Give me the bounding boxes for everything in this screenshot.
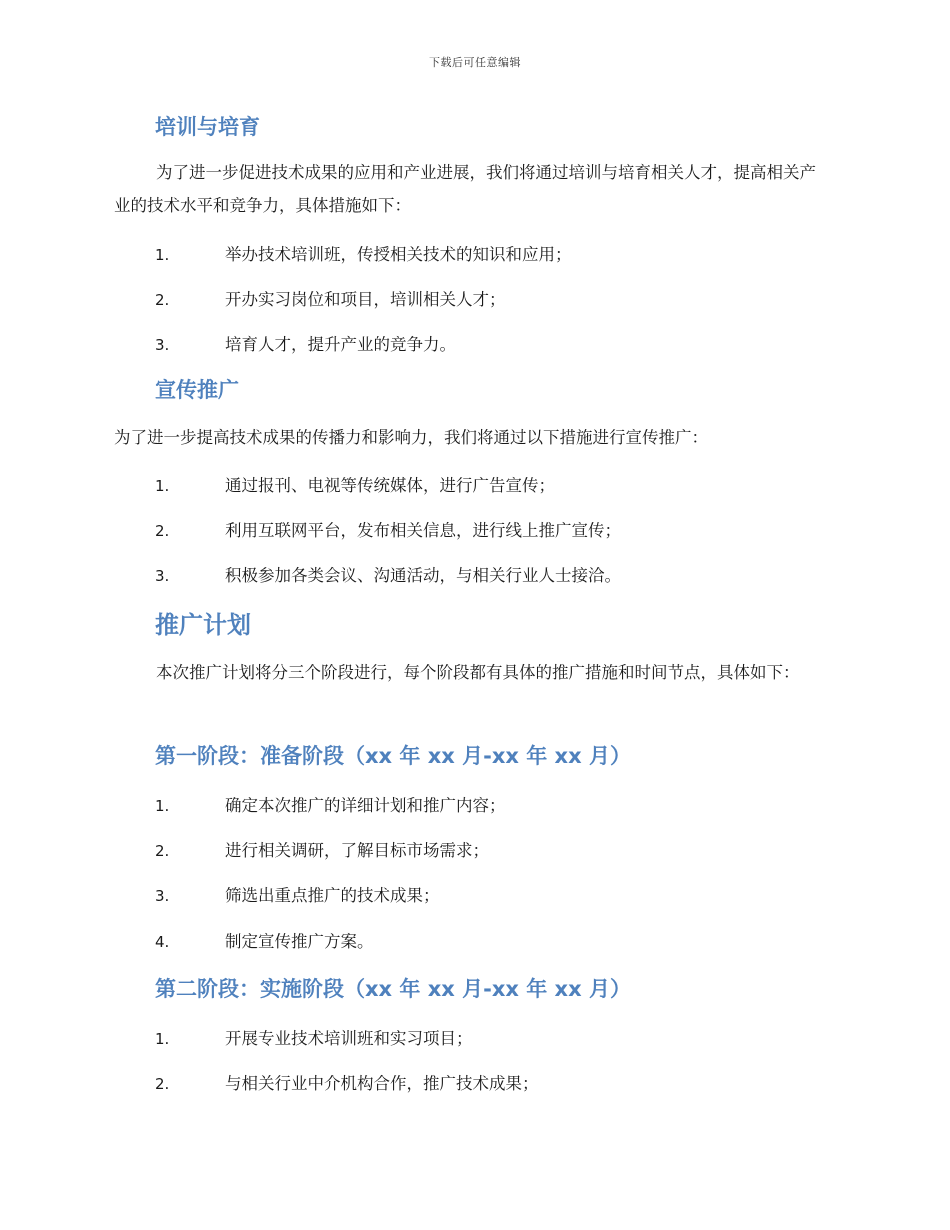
- header-note: 下载后可任意编辑: [429, 56, 521, 69]
- list-item: [155, 882, 440, 906]
- list-number: 4.: [155, 933, 170, 951]
- list-item: [155, 928, 374, 952]
- paragraph-training-intro: 为了进一步促进技术成果的应用和产业进展，我们将通过培训与培育相关人才，提高相关产业的技术水平和竞争力，具体措施如下：: [114, 163, 816, 215]
- list-number: 3.: [155, 567, 170, 585]
- list-text: 筛选出重点推广的技术成果；: [225, 886, 440, 905]
- list-number: 2.: [155, 1075, 170, 1093]
- list-item: [155, 517, 621, 541]
- list-number: 1.: [155, 477, 170, 495]
- heading-plan: 推广计划: [155, 611, 251, 639]
- list-number: 3.: [155, 887, 170, 905]
- list-text: 开展专业技术培训班和实习项目；: [225, 1029, 473, 1048]
- list-text: 利用互联网平台，发布相关信息，进行线上推广宣传；: [225, 521, 621, 540]
- paragraph-plan-intro: 本次推广计划将分三个阶段进行，每个阶段都有具体的推广措施和时间节点，具体如下：: [156, 663, 800, 682]
- list-text: 制定宣传推广方案。: [225, 932, 374, 951]
- list-text: 通过报刊、电视等传统媒体，进行广告宣传；: [225, 476, 555, 495]
- list-number: 2.: [155, 842, 170, 860]
- list-item: [155, 837, 489, 861]
- list-text: 进行相关调研，了解目标市场需求；: [225, 841, 489, 860]
- heading-promotion: 宣传推广: [155, 378, 239, 402]
- list-item: [155, 1025, 473, 1049]
- list-text: 确定本次推广的详细计划和推广内容；: [225, 796, 506, 815]
- list-item: [155, 286, 506, 310]
- paragraph-promotion-intro: 为了进一步提高技术成果的传播力和影响力，我们将通过以下措施进行宣传推广：: [114, 428, 708, 447]
- list-number: 3.: [155, 336, 170, 354]
- heading-phase-2: 第二阶段：实施阶段（xx 年 xx 月-xx 年 xx 月）: [155, 977, 631, 1001]
- list-number: 2.: [155, 522, 170, 540]
- heading-training: 培训与培育: [155, 115, 260, 139]
- heading-phase-1: 第一阶段：准备阶段（xx 年 xx 月-xx 年 xx 月）: [155, 744, 631, 768]
- list-item: [155, 792, 506, 816]
- list-item: [155, 472, 555, 496]
- list-text: 与相关行业中介机构合作，推广技术成果；: [225, 1074, 539, 1093]
- list-number: 1.: [155, 1030, 170, 1048]
- list-item: [155, 331, 456, 355]
- list-text: 培育人才，提升产业的竞争力。: [225, 335, 456, 354]
- list-item: [155, 1070, 539, 1094]
- list-text: 举办技术培训班，传授相关技术的知识和应用；: [225, 245, 572, 264]
- list-number: 1.: [155, 797, 170, 815]
- list-item: [155, 562, 621, 586]
- list-item: [155, 241, 572, 265]
- list-number: 2.: [155, 291, 170, 309]
- list-text: 积极参加各类会议、沟通活动，与相关行业人士接洽。: [225, 566, 621, 585]
- list-number: 1.: [155, 246, 170, 264]
- list-text: 开办实习岗位和项目，培训相关人才；: [225, 290, 506, 309]
